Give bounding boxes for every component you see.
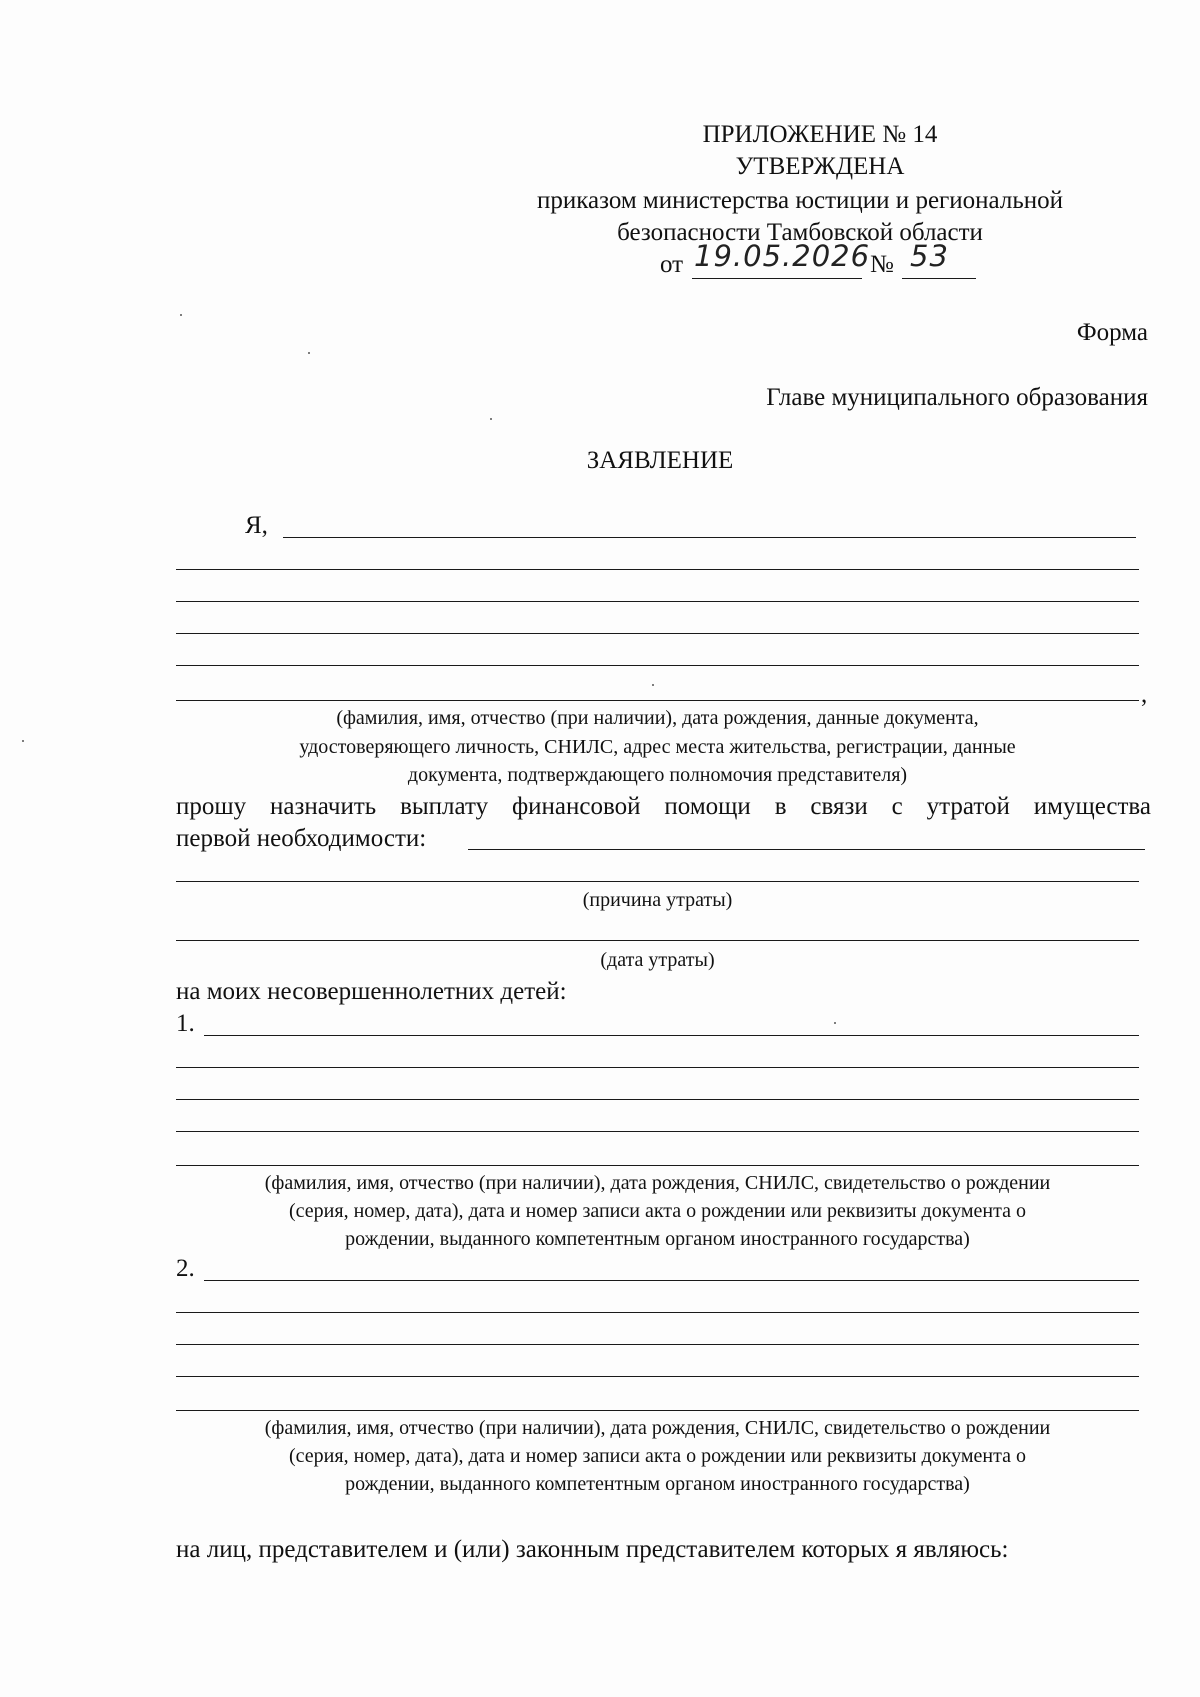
- child-2-line-4[interactable]: [176, 1376, 1139, 1377]
- children-heading: на моих несовершеннолетних детей:: [176, 978, 567, 1005]
- applicant-line-3[interactable]: [176, 601, 1139, 602]
- scan-speck: [308, 352, 310, 354]
- loss-date-caption: (дата утраты): [600, 949, 715, 971]
- scan-speck: [834, 1022, 836, 1024]
- applicant-line-2[interactable]: [176, 569, 1139, 570]
- loss-reason-caption: (причина утраты): [582, 889, 733, 911]
- applicant-line-5[interactable]: [176, 665, 1139, 666]
- applicant-caption-2: удостоверяющего личность, СНИЛС, адрес места жительства, регистрации, данные: [299, 736, 1016, 758]
- child-2-caption-3: рождении, выданного компетентным органом иностранного государства): [345, 1473, 970, 1495]
- child-1-line-5[interactable]: [176, 1165, 1139, 1166]
- request-line-2-blank[interactable]: [468, 849, 1145, 850]
- appendix-number: ПРИЛОЖЕНИЕ № 14: [702, 121, 938, 148]
- scan-speck: [22, 740, 24, 742]
- order-number-value: 53: [910, 239, 949, 273]
- child-2-line-1[interactable]: [204, 1280, 1139, 1281]
- order-line-2: безопасности Тамбовской области: [617, 219, 983, 246]
- child-2-caption-2: (серия, номер, дата), дата и номер записи акта о рождении или реквизиты документа о: [289, 1445, 1026, 1467]
- child-1-caption-2: (серия, номер, дата), дата и номер записи акта о рождении или реквизиты документа о: [289, 1200, 1026, 1222]
- order-date-value: 19.05.2026: [694, 239, 871, 273]
- child-1-line-4[interactable]: [176, 1131, 1139, 1132]
- request-line-2: первой необходимости:: [176, 825, 427, 852]
- order-date-underline: [692, 278, 862, 279]
- child-2-line-3[interactable]: [176, 1344, 1139, 1345]
- applicant-comma: ,: [1141, 681, 1148, 708]
- approved-label: УТВЕРЖДЕНА: [735, 153, 905, 180]
- order-number-underline: [902, 278, 976, 279]
- child-2-line-2[interactable]: [176, 1312, 1139, 1313]
- applicant-caption-1: (фамилия, имя, отчество (при наличии), дата рождения, данные документа,: [336, 707, 979, 729]
- addressee: Главе муниципального образования: [766, 384, 1148, 411]
- loss-date-line[interactable]: [176, 940, 1139, 941]
- child-2-line-5[interactable]: [176, 1410, 1139, 1411]
- child-2-caption-1: (фамилия, имя, отчество (при наличии), дата рождения, СНИЛС, свидетельство о рождении: [264, 1417, 1051, 1439]
- scan-speck: [180, 314, 182, 316]
- representative-heading: на лиц, представителем и (или) законным представителем которых я являюсь:: [176, 1536, 1009, 1563]
- order-number-prefix: №: [870, 251, 894, 278]
- order-date-prefix: от: [660, 251, 684, 278]
- request-line-1: прошу назначить выплату финансовой помощи в связи с утратой имущества: [176, 793, 1151, 820]
- loss-reason-line[interactable]: [176, 881, 1139, 882]
- child-1-number: 1.: [176, 1010, 195, 1037]
- child-1-line-2[interactable]: [176, 1067, 1139, 1068]
- child-1-caption-3: рождении, выданного компетентным органом иностранного государства): [345, 1228, 970, 1250]
- applicant-line-4[interactable]: [176, 633, 1139, 634]
- child-1-caption-1: (фамилия, имя, отчество (при наличии), дата рождения, СНИЛС, свидетельство о рождении: [264, 1172, 1051, 1194]
- form-label: Форма: [1076, 319, 1148, 346]
- applicant-line-6[interactable]: [176, 700, 1139, 701]
- applicant-line-1[interactable]: [283, 537, 1136, 538]
- child-1-line-3[interactable]: [176, 1099, 1139, 1100]
- scan-speck: [652, 684, 654, 686]
- child-2-number: 2.: [176, 1255, 195, 1282]
- applicant-prefix: Я,: [245, 512, 268, 539]
- order-line-1: приказом министерства юстиции и региональной: [536, 187, 1063, 214]
- applicant-caption-3: документа, подтверждающего полномочия представителя): [407, 764, 908, 786]
- child-1-line-1[interactable]: [204, 1035, 1139, 1036]
- document-title: ЗАЯВЛЕНИЕ: [586, 447, 734, 474]
- scan-speck: [490, 418, 492, 420]
